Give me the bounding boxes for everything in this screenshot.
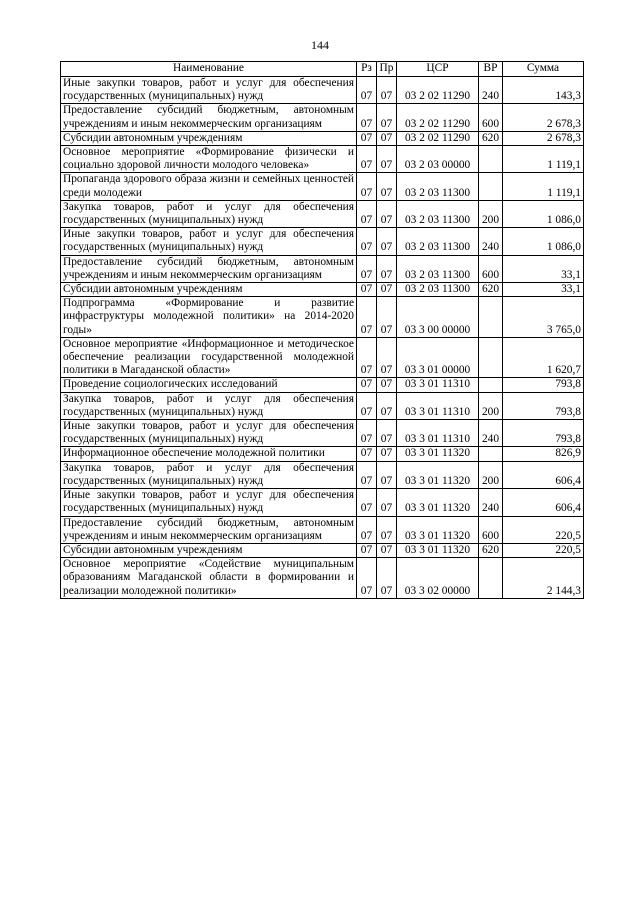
row-rz: 07 [357, 104, 377, 131]
table-row [61, 420, 584, 447]
row-pr: 07 [377, 558, 397, 599]
row-rz: 07 [357, 461, 377, 488]
row-csr: 03 2 03 11300 [397, 200, 479, 227]
table-row [61, 131, 584, 145]
row-csr: 03 2 03 11300 [397, 283, 479, 297]
row-vr: 200 [479, 200, 503, 227]
row-sum: 1 119,1 [503, 173, 584, 200]
row-vr: 620 [479, 283, 503, 297]
row-pr: 07 [377, 489, 397, 516]
header-name: Наименование [61, 62, 357, 77]
row-vr: 600 [479, 516, 503, 543]
table-row [61, 283, 584, 297]
table-body [61, 77, 584, 599]
table-row [61, 297, 584, 338]
row-name: Закупка товаров, работ и услуг для обеспечения государственных (муниципальных) нужд [61, 200, 357, 227]
row-rz: 07 [357, 489, 377, 516]
row-rz: 07 [357, 283, 377, 297]
row-sum: 33,1 [503, 255, 584, 282]
row-rz: 07 [357, 255, 377, 282]
table-row [61, 104, 584, 131]
row-pr: 07 [377, 77, 397, 104]
table-row [61, 447, 584, 461]
row-sum: 3 765,0 [503, 297, 584, 338]
row-rz: 07 [357, 297, 377, 338]
row-sum: 793,8 [503, 392, 584, 419]
row-pr: 07 [377, 283, 397, 297]
row-rz: 07 [357, 558, 377, 599]
row-csr: 03 3 02 00000 [397, 558, 479, 599]
row-vr [479, 337, 503, 378]
row-sum: 220,5 [503, 543, 584, 557]
row-name: Предоставление субсидий бюджетным, автономным учреждениям и иным некоммерческим организациям [61, 255, 357, 282]
table-row [61, 200, 584, 227]
row-name: Субсидии автономным учреждениям [61, 283, 357, 297]
row-vr: 200 [479, 461, 503, 488]
row-vr [479, 378, 503, 392]
row-pr: 07 [377, 420, 397, 447]
row-sum: 793,8 [503, 420, 584, 447]
header-csr: ЦСР [397, 62, 479, 77]
table-header-row [61, 62, 584, 77]
row-sum: 33,1 [503, 283, 584, 297]
row-vr: 240 [479, 489, 503, 516]
table-row [61, 337, 584, 378]
table-row [61, 146, 584, 173]
row-name: Закупка товаров, работ и услуг для обеспечения государственных (муниципальных) нужд [61, 392, 357, 419]
row-pr: 07 [377, 146, 397, 173]
table-row [61, 461, 584, 488]
row-name: Иные закупки товаров, работ и услуг для обеспечения государственных (муниципальных) нужд [61, 489, 357, 516]
row-name: Иные закупки товаров, работ и услуг для обеспечения государственных (муниципальных) нужд [61, 228, 357, 255]
row-name: Субсидии автономным учреждениям [61, 131, 357, 145]
header-rz: Рз [357, 62, 377, 77]
row-name: Основное мероприятие «Информационное и методическое обеспечение реализации государственной молодежной политики в Магаданской области» [61, 337, 357, 378]
row-rz: 07 [357, 173, 377, 200]
row-csr: 03 3 01 11320 [397, 543, 479, 557]
table-row [61, 392, 584, 419]
row-sum: 1 620,7 [503, 337, 584, 378]
row-pr: 07 [377, 255, 397, 282]
row-sum: 2 678,3 [503, 104, 584, 131]
row-name: Иные закупки товаров, работ и услуг для обеспечения государственных (муниципальных) нужд [61, 77, 357, 104]
row-sum: 1 086,0 [503, 200, 584, 227]
row-pr: 07 [377, 516, 397, 543]
table-row [61, 228, 584, 255]
row-sum: 606,4 [503, 489, 584, 516]
row-vr: 600 [479, 255, 503, 282]
row-vr: 240 [479, 77, 503, 104]
row-rz: 07 [357, 337, 377, 378]
row-rz: 07 [357, 228, 377, 255]
table-row [61, 543, 584, 557]
row-name: Закупка товаров, работ и услуг для обеспечения государственных (муниципальных) нужд [61, 461, 357, 488]
row-csr: 03 3 01 11310 [397, 378, 479, 392]
row-sum: 1 086,0 [503, 228, 584, 255]
row-vr: 240 [479, 420, 503, 447]
row-vr: 620 [479, 131, 503, 145]
row-vr: 600 [479, 104, 503, 131]
table-row [61, 489, 584, 516]
row-rz: 07 [357, 200, 377, 227]
row-pr: 07 [377, 173, 397, 200]
row-rz: 07 [357, 516, 377, 543]
page-number: 144 [311, 38, 329, 52]
row-vr [479, 447, 503, 461]
row-csr: 03 2 03 00000 [397, 146, 479, 173]
row-sum: 143,3 [503, 77, 584, 104]
table-row [61, 558, 584, 599]
header-sum: Сумма [503, 62, 584, 77]
row-rz: 07 [357, 131, 377, 145]
table-row [61, 77, 584, 104]
row-pr: 07 [377, 104, 397, 131]
row-rz: 07 [357, 146, 377, 173]
row-csr: 03 3 01 11320 [397, 461, 479, 488]
row-name: Основное мероприятие «Содействие муниципальным образованиям Магаданской области в формировании и реализации молодежной политики» [61, 558, 357, 599]
row-rz: 07 [357, 392, 377, 419]
row-name: Предоставление субсидий бюджетным, автономным учреждениям и иным некоммерческим организациям [61, 104, 357, 131]
row-sum: 793,8 [503, 378, 584, 392]
row-rz: 07 [357, 77, 377, 104]
table-row [61, 516, 584, 543]
row-name: Проведение социологических исследований [61, 378, 357, 392]
row-csr: 03 2 02 11290 [397, 131, 479, 145]
row-vr [479, 558, 503, 599]
header-pr: Пр [377, 62, 397, 77]
row-csr: 03 2 02 11290 [397, 104, 479, 131]
row-name: Иные закупки товаров, работ и услуг для обеспечения государственных (муниципальных) нужд [61, 420, 357, 447]
row-csr: 03 3 01 00000 [397, 337, 479, 378]
row-csr: 03 2 03 11300 [397, 255, 479, 282]
row-rz: 07 [357, 378, 377, 392]
row-pr: 07 [377, 337, 397, 378]
row-pr: 07 [377, 378, 397, 392]
row-csr: 03 2 02 11290 [397, 77, 479, 104]
table-row [61, 255, 584, 282]
row-name: Информационное обеспечение молодежной политики [61, 447, 357, 461]
row-vr: 240 [479, 228, 503, 255]
row-csr: 03 3 01 11320 [397, 489, 479, 516]
table-row [61, 378, 584, 392]
row-vr [479, 146, 503, 173]
row-vr: 200 [479, 392, 503, 419]
row-sum: 220,5 [503, 516, 584, 543]
row-sum: 2 144,3 [503, 558, 584, 599]
row-vr [479, 173, 503, 200]
row-sum: 2 678,3 [503, 131, 584, 145]
row-csr: 03 3 00 00000 [397, 297, 479, 338]
row-name: Субсидии автономным учреждениям [61, 543, 357, 557]
row-pr: 07 [377, 543, 397, 557]
row-pr: 07 [377, 392, 397, 419]
header-vr: ВР [479, 62, 503, 77]
row-pr: 07 [377, 447, 397, 461]
row-csr: 03 3 01 11320 [397, 447, 479, 461]
table-row [61, 173, 584, 200]
row-csr: 03 3 01 11320 [397, 516, 479, 543]
row-csr: 03 2 03 11300 [397, 228, 479, 255]
row-csr: 03 2 03 11300 [397, 173, 479, 200]
row-vr [479, 297, 503, 338]
row-pr: 07 [377, 297, 397, 338]
row-csr: 03 3 01 11310 [397, 420, 479, 447]
row-name: Предоставление субсидий бюджетным, автономным учреждениям и иным некоммерческим организациям [61, 516, 357, 543]
row-rz: 07 [357, 543, 377, 557]
row-rz: 07 [357, 447, 377, 461]
row-sum: 606,4 [503, 461, 584, 488]
row-name: Подпрограмма «Формирование и развитие инфраструктуры молодежной политики» на 2014-2020 годы» [61, 297, 357, 338]
row-rz: 07 [357, 420, 377, 447]
row-csr: 03 3 01 11310 [397, 392, 479, 419]
row-name: Основное мероприятие «Формирование физически и социально здоровой личности молодого человека» [61, 146, 357, 173]
row-pr: 07 [377, 461, 397, 488]
row-sum: 826,9 [503, 447, 584, 461]
row-name: Пропаганда здорового образа жизни и семейных ценностей среди молодежи [61, 173, 357, 200]
row-sum: 1 119,1 [503, 146, 584, 173]
row-vr: 620 [479, 543, 503, 557]
budget-table [60, 61, 584, 599]
row-pr: 07 [377, 131, 397, 145]
row-pr: 07 [377, 228, 397, 255]
row-pr: 07 [377, 200, 397, 227]
